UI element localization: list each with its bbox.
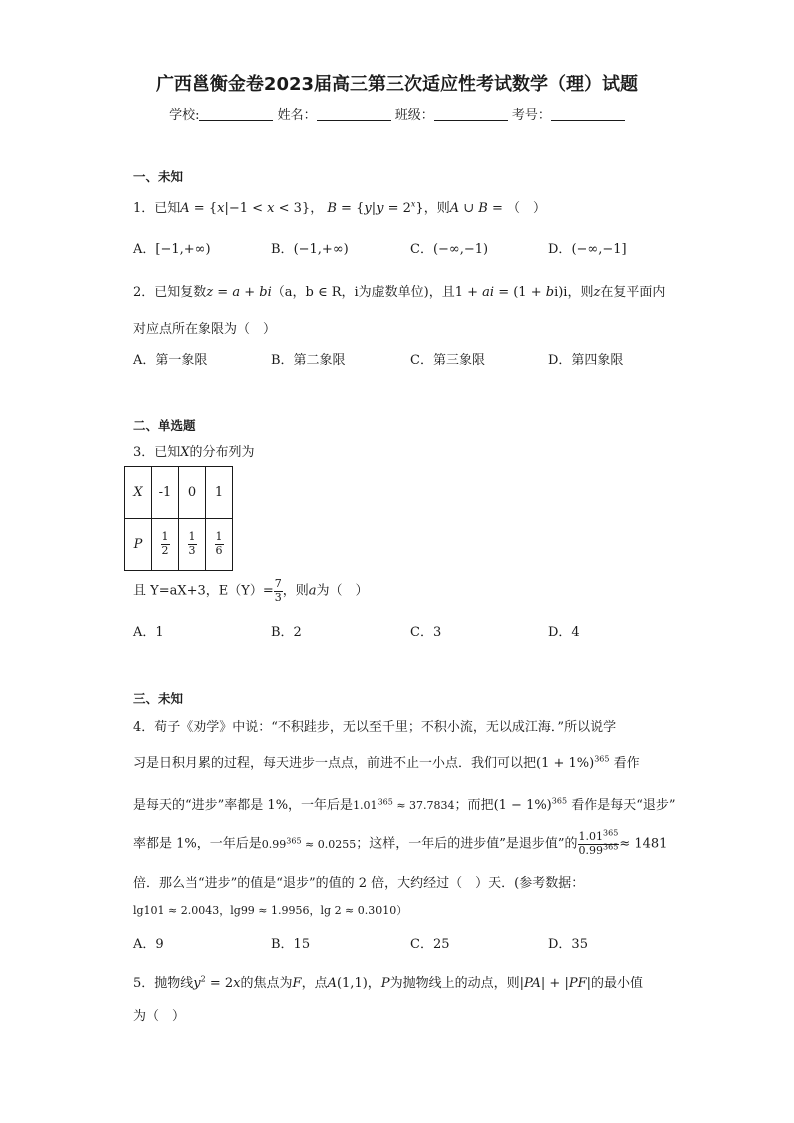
school-blank[interactable] (199, 108, 273, 121)
class-label: 班级： (394, 108, 434, 123)
question-3: 3．已知X的分布列为 (133, 445, 255, 460)
q4-line3: 是每天的“进步”率都是 1%，一年后是$1.01^{365} \approx 37.7834$；而把$(1 - 1\%)^{365}$ 看作是每天“退步” (133, 796, 676, 813)
q4-line5: 倍．那么当“进步”的值是“退步”的值的 2 倍，大约经过（ ）天．(参考数据： (133, 876, 585, 891)
section-heading-2: 二、单选题 (133, 418, 196, 433)
q2-option-a[interactable]: A．第一象限 (133, 353, 208, 368)
table-cell: -1 (152, 467, 179, 519)
table-cell: $\frac{1}{2}$ (152, 519, 179, 571)
q1-option-d[interactable]: D．(−∞,−1] (548, 242, 627, 257)
table-cell: $\frac{1}{6}$ (206, 519, 233, 571)
q4-option-c[interactable]: C．25 (410, 937, 450, 952)
name-label: 姓名： (277, 108, 317, 123)
q1-end: ，则 (423, 201, 450, 216)
q4-reference-data: lg101 ≈ 2.0043，lg99 ≈ 1.9956，lg 2 ≈ 0.3010） (133, 904, 408, 917)
name-blank[interactable] (317, 108, 391, 121)
q4-line1: 4．荀子《劝学》中说：“不积跬步，无以至千里；不积小流，无以成江海．”所以说学 (133, 720, 617, 735)
number-label: 考号： (511, 108, 551, 123)
q3-option-d[interactable]: D．4 (548, 625, 580, 640)
q5-line2: 为（ ） (133, 1009, 186, 1024)
q4-option-d[interactable]: D．35 (548, 937, 588, 952)
q1-option-b[interactable]: B．(−1,+∞) (271, 242, 349, 257)
q1-stem: 1．已知 (133, 201, 181, 216)
q3-option-b[interactable]: B．2 (271, 625, 302, 640)
q4-option-a[interactable]: A．9 (133, 937, 164, 952)
q2-option-d[interactable]: D．第四象限 (548, 353, 624, 368)
question-2: 2．已知复数z = a + bi（a，b ∈ R，i为虚数单位)，且1 + ai = (1 + bi)i，则z在复平面内 (133, 285, 666, 300)
student-info-line (0, 104, 794, 123)
question-5: 5．抛物线$y^2 = 2x$的焦点为F，点A(1,1)，P为抛物线上的动点，则|PA| + |PF|的最小值 (133, 974, 644, 991)
distribution-table (124, 466, 233, 571)
q4-option-b[interactable]: B．15 (271, 937, 311, 952)
q2-line2: 对应点所在象限为（ ） (133, 322, 277, 337)
q3-option-c[interactable]: C．3 (410, 625, 442, 640)
table-cell: $\frac{1}{3}$ (179, 519, 206, 571)
page-title: 广西邕衡金卷2023届高三第三次适应性考试数学（理）试题 (155, 74, 639, 95)
class-blank[interactable] (434, 108, 508, 121)
q2-option-b[interactable]: B．第二象限 (271, 353, 346, 368)
school-label: 学校: (169, 108, 200, 123)
q3-condition: 且 Y=aX+3，E（Y）= $\frac{7}{3}$ ，则a为（ ） (133, 577, 369, 604)
q4-line2: 习是日积月累的过程，每天进步一点点，前进不止一小点．我们可以把$(1 + 1\%)^{365}$ 看作 (133, 754, 640, 771)
question-1: 1．已知A = {x|−1 < x < 3}， $B = \{y|y = 2^x\}$，则A ∪ B = （ ） (133, 199, 547, 216)
q1-paren: （ ） (507, 201, 547, 216)
table-cell: X (125, 467, 152, 519)
q4-line4: 率都是 1%，一年后是$0.99^{365} \approx 0.0255$；这样，一年后的进步值”是退步值”的 $\frac{1.01^{365}}{0.99^{365}}$ ≈ 1481 (133, 828, 668, 857)
q1-option-c[interactable]: C．(−∞,−1) (410, 242, 489, 257)
section-heading-1: 一、未知 (133, 169, 184, 184)
q1-option-a[interactable]: A．[−1,+∞) (133, 242, 211, 257)
number-blank[interactable] (551, 108, 625, 121)
table-cell: P (125, 519, 152, 571)
section-heading-3: 三、未知 (133, 691, 184, 706)
q3-option-a[interactable]: A．1 (133, 625, 164, 640)
table-cell: 0 (179, 467, 206, 519)
q2-option-c[interactable]: C．第三象限 (410, 353, 485, 368)
table-cell: 1 (206, 467, 233, 519)
